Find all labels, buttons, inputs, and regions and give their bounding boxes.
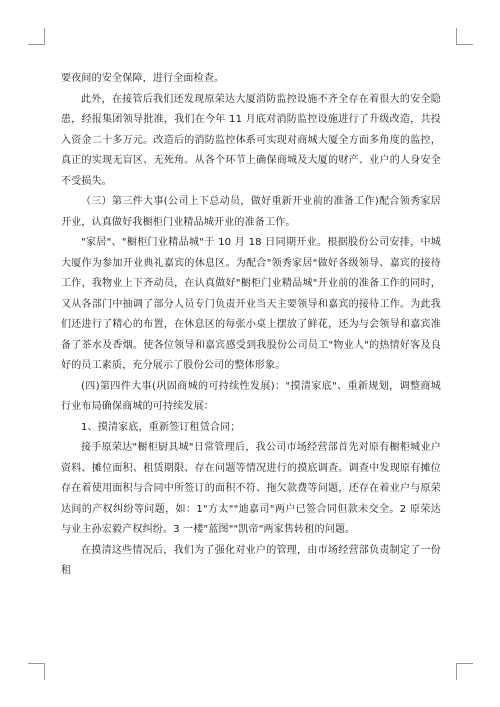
paragraph-continuation: 要夜间的安全保障，进行全面检查。 bbox=[61, 73, 225, 84]
crop-mark-bottom-right bbox=[456, 663, 473, 680]
paragraph-management: 在摸清这些情况后，我们为了强化对业户的管理，由市场经营部负责制定了一份租 bbox=[61, 544, 441, 576]
paragraph-fire-monitoring: 此外，在接管后我们还发现原荣达大厦消防监控设施不齐全存在着很大的安全隐患，经报集团领导批准，我们在今年 11 月底对消防监控设施进行了升级改造，共投入资金二十多万元。改造后的消防监控体系可实现对商城大厦全方面多角度的监控，真正的实现无盲区、无死角。从各个环节上确保商城及大厦的财产、业户的人身安全不受损失。 bbox=[61, 93, 441, 187]
paragraph-section-three: （三）第三件大事(公司上下总动员，做好重新开业前的准备工作)配合领秀家居开业，认真做好我橱柜门业精品城开业的准备工作。 bbox=[61, 196, 441, 228]
paragraph-list-item-one: 1、摸清家底，重新签订租赁合同； bbox=[81, 421, 241, 433]
paragraph-opening-ceremony: "家居"、"橱柜门业精品城"于 10 月 18 日同期开业。根据股份公司安排，中城大厦作为参加开业典礼嘉宾的休息区。为配合"领秀家居"做好各级领导、嘉宾的接待工作，我物业上下齐动员，在认真做好"橱柜门业精品城"开业前的准备工作的同时，又从各部门中抽调了部分人员专门负责开业当天主要领导和嘉宾的接待工作。为此我们还进行了精心的布置，在休息区的每张小桌上摆放了鲜花，还为与会领导和嘉宾准备了茶水及香烟。使各位领导和嘉宾感受到我股份公司员工"物业人"的热情好客及良好的员工素质，充分展示了股份公司的整体形象。 bbox=[61, 237, 441, 371]
crop-mark-top-left bbox=[28, 28, 45, 45]
crop-mark-top-right bbox=[456, 28, 473, 45]
crop-mark-bottom-left bbox=[28, 663, 45, 680]
paragraph-survey: 接手原荣达"橱柜厨具城"日常管理后，我公司市场经营部首先对原有橱柜城业户资料、摊位面积、租赁期限、存在问题等情况进行的摸底调查。调查中发现原有摊位存在着使用面积与合同中所签订的面积不符、拖欠款费等问题，还存在着业户与原荣达间的产权纠纷等问题，如：1"方太""迪嘉司"两户已签合同但款未交全。2 原荣达与业主孙宏毅产权纠纷。3 一楼"蓝图""凯帝"两家售转租的问题。 bbox=[61, 442, 441, 535]
paragraph-section-four: (四)第四件大事(巩固商城的可持续性发展)："摸清家底"、重新规划，调整商城行业布局确保商城的可持续发展： bbox=[61, 380, 441, 412]
document-body bbox=[61, 69, 441, 582]
